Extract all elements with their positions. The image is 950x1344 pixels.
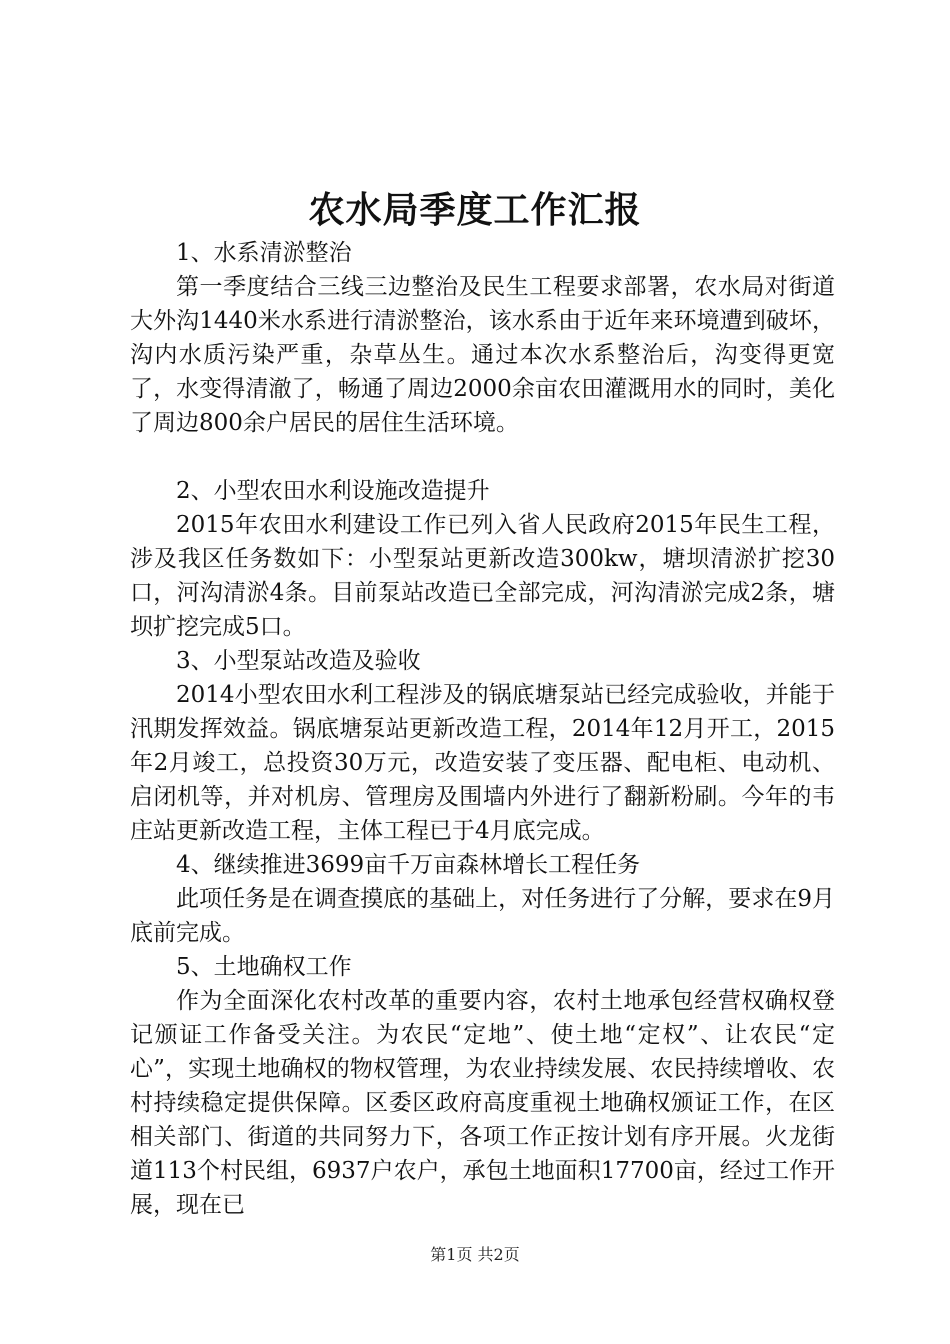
section-heading-2: 2、小型农田水利设施改造提升 <box>176 478 490 504</box>
section-spacer <box>130 440 835 474</box>
section-heading-5: 5、土地确权工作 <box>176 954 352 980</box>
section-paragraph-3: 2014小型农田水利工程涉及的锅底塘泵站已经完成验收，并能于汛期发挥效益。锅底塘泵站更新改造工程，2014年12月开工，2015年2月竣工，总投资30万元，改造安装了变压器、配电柜、电动机、启闭机等，并对机房、管理房及围墙内外进行了翻新粉刷。今年的韦庄站更新改造工程，主体工程已于4月底完成。 <box>130 682 835 844</box>
section-heading-4: 4、继续推进3699亩千万亩森林增长工程任务 <box>176 852 641 878</box>
section-paragraph-2: 2015年农田水利建设工作已列入省人民政府2015年民生工程，涉及我区任务数如下：小型泵站更新改造300kw，塘坝清淤扩挖30口，河沟清淤4条。目前泵站改造已全部完成，河沟清淤完成2条，塘坝扩挖完成5口。 <box>130 512 835 640</box>
page-number: 第1页 共2页 <box>430 1245 520 1264</box>
section-paragraph-4: 此项任务是在调查摸底的基础上，对任务进行了分解，要求在9月底前完成。 <box>130 886 835 946</box>
document-title: 农水局季度工作汇报 <box>308 189 642 231</box>
section-heading-3: 3、小型泵站改造及验收 <box>176 648 421 674</box>
section-heading-1: 1、水系清淤整治 <box>176 240 352 266</box>
section-paragraph-1: 第一季度结合三线三边整治及民生工程要求部署，农水局对街道大外沟1440米水系进行清淤整治，该水系由于近年来环境遭到破坏，沟内水质污染严重，杂草丛生。通过本次水系整治后，沟变得更宽了，水变得清澈了，畅通了周边2000余亩农田灌溉用水的同时，美化了周边800余户居民的居住生活环境。 <box>130 274 835 436</box>
section-paragraph-5: 作为全面深化农村改革的重要内容，农村土地承包经营权确权登记颁证工作备受关注。为农民“定地”、使土地“定权”、让农民“定心”，实现土地确权的物权管理，为农业持续发展、农民持续增收、农村持续稳定提供保障。区委区政府高度重视土地确权颁证工作，在区相关部门、街道的共同努力下，各项工作正按计划有序开展。火龙街道113个村民组，6937户农户，承包土地面积17700亩，经过工作开展，现在已 <box>130 988 835 1218</box>
document-body <box>130 236 835 1222</box>
